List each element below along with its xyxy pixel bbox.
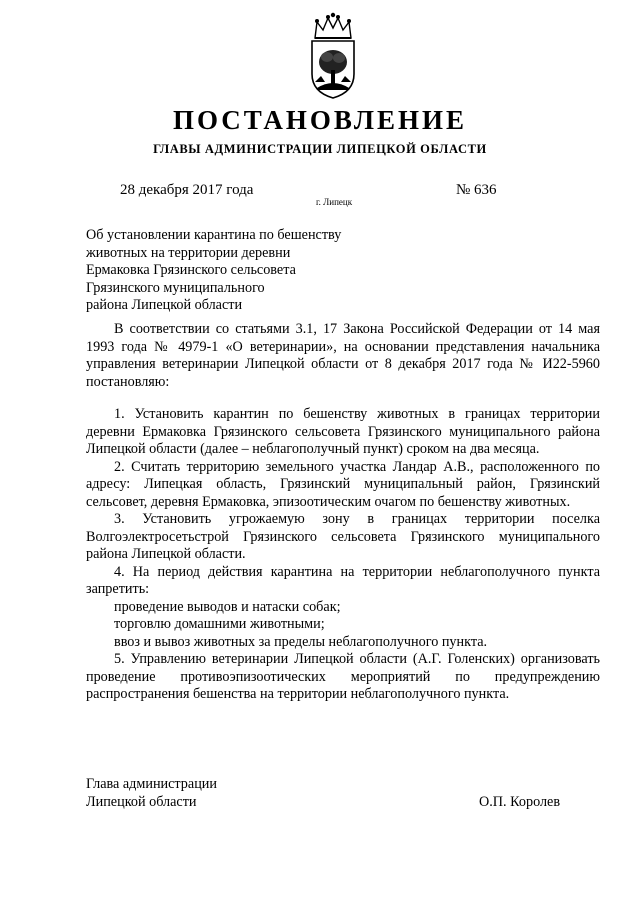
item-paragraph: 2. Считать территорию земельного участка Ландар А.В., расположенного по адресу: Липецкая область, Грязинский муниципальный район, Грязинский сельсовет, деревня Ермаковка, эпизоотическим очагом по бешенству животных. [86, 458, 600, 510]
prohibition-item: ввоз и вывоз животных за пределы неблагополучного пункта. [114, 633, 488, 650]
signatory-position-line: Глава администрации [86, 776, 217, 792]
item-paragraph: 1. Установить карантин по бешенству животных в границах территории деревни Ермаковка Грязинского сельсовета Грязинского муниципального района Липецкой области (далее – неблагополучный пункт) сроком на два месяца. [86, 406, 600, 457]
subject-line: района Липецкой области [86, 297, 243, 313]
document-title: ПОСТАНОВЛЕНИЕ [172, 105, 468, 135]
document-subject [86, 227, 376, 315]
item-paragraph: 5. Управлению ветеринарии Липецкой области (А.Г. Голенских) организовать проведение противоэпизоотических мероприятий по предупреждению распространения бешенства на территории неблагополучного пункта. [86, 651, 600, 702]
document-body [86, 321, 600, 704]
subject-line: Ермаковка Грязинского сельсовета [86, 262, 296, 278]
prohibition-item: торговлю домашними животными; [114, 616, 325, 632]
subject-line: животных на территории деревни [86, 244, 291, 261]
prohibition-item: проведение выводов и натаски собак; [114, 598, 341, 615]
signatory-name: О.П. Королев [479, 794, 561, 810]
coat-of-arms-icon [303, 12, 363, 100]
subject-line: Об установлении карантина по бешенству [86, 227, 342, 243]
item-paragraph: 3. Установить угрожаемую зону в границах территории поселка Волгоэлектросетьстрой Грязинского сельсовета Грязинского муниципального района Липецкой области. [86, 511, 600, 562]
signatory-position [86, 776, 217, 811]
item-paragraph: 4. На период действия карантина на территории неблагополучного пункта запретить: [86, 563, 600, 597]
signatory-position-line: Липецкой области [86, 793, 197, 810]
document-date: 28 декабря 2017 года [120, 182, 254, 198]
document-city: г. Липецк [316, 197, 353, 207]
document-subtitle: ГЛАВЫ АДМИНИСТРАЦИИ ЛИПЕЦКОЙ ОБЛАСТИ [153, 142, 487, 156]
preamble-paragraph: В соответствии со статьями 3.1, 17 Закона Российской Федерации от 14 мая 1993 года № 4979-1 «О ветеринарии», на основании представления начальника управления ветеринарии Липецкой области от 8 декабря 2017 года № И22-5960 постановляю: [86, 321, 600, 390]
document-number: № 636 [456, 182, 497, 198]
subject-line: Грязинского муниципального [86, 279, 265, 296]
